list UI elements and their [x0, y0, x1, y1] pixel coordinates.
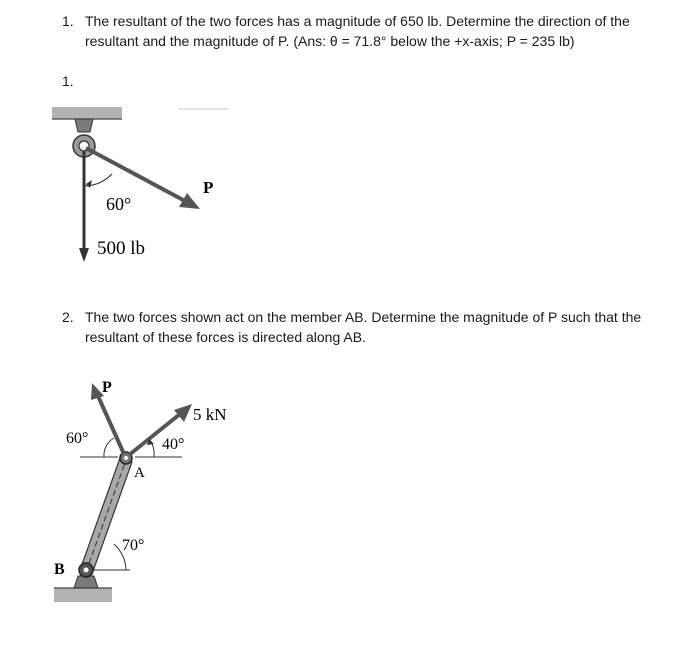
- force-5kn-arrowhead-icon: [174, 404, 192, 422]
- problem-1-text: The resultant of the two forces has a magnitude of 650 lb. Determine the direction of the resultant and the magnitude of P. (Ans: θ = 71.8° below the +x-axis; P = 235 lb): [85, 13, 630, 49]
- angle-70-label: 70°: [122, 537, 145, 554]
- force-p-label: P: [203, 178, 214, 197]
- angle-60-label: 60°: [66, 430, 89, 447]
- weight-label: 500 lb: [97, 238, 146, 259]
- force-5kn-label: 5 kN: [193, 405, 227, 424]
- point-a-label: A: [134, 465, 145, 481]
- angle-40-label: 40°: [162, 436, 185, 453]
- force-p-line: [98, 396, 124, 454]
- problem-1: [62, 11, 662, 51]
- pin-support: [74, 576, 98, 588]
- weight-arrowhead-icon: [79, 248, 89, 262]
- problem-2: [62, 307, 662, 347]
- figure-1-caption-number: 1.: [62, 73, 74, 89]
- ceiling-support: [52, 107, 122, 119]
- problem-1-number: 1.: [62, 13, 74, 29]
- bracket: [75, 119, 93, 132]
- force-p-label: P: [102, 379, 112, 396]
- figure-2-diagram: [50, 376, 250, 611]
- force-p-line: [86, 148, 185, 201]
- point-b-label: B: [54, 561, 65, 578]
- angle-60-label: 60°: [106, 194, 132, 214]
- angle-60-arc: [104, 438, 114, 457]
- problem-2-text: The two forces shown act on the member AB. Determine the magnitude of P such that the resultant of these forces is directed along AB.: [85, 309, 642, 345]
- figure-1-diagram: [50, 104, 240, 269]
- arc-arrowhead-icon: [86, 180, 92, 188]
- ground-support: [54, 588, 112, 602]
- problem-2-number: 2.: [62, 309, 74, 325]
